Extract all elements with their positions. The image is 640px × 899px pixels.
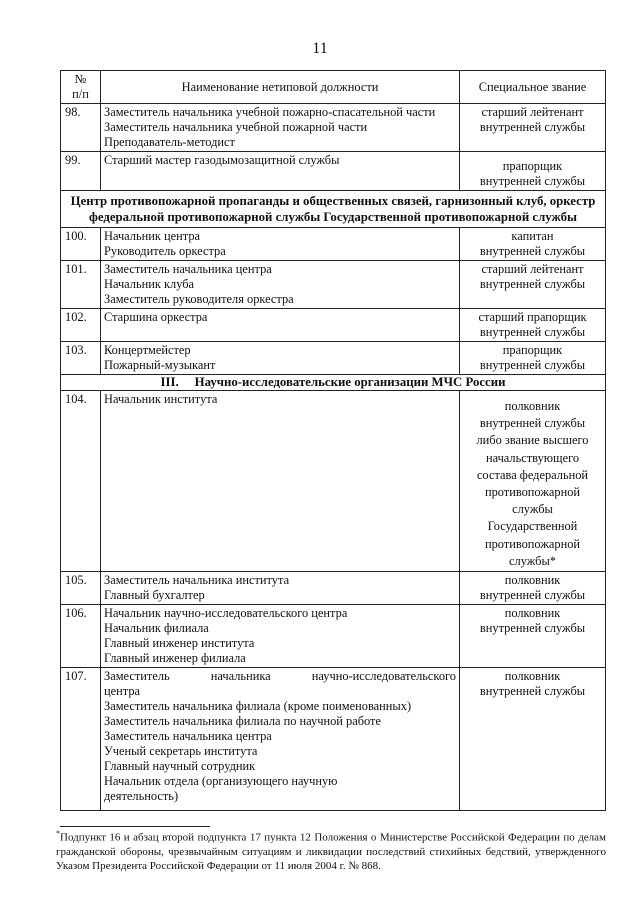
row-number: 100. bbox=[61, 228, 101, 261]
row-positions: Заместитель начальника научно-исследовательского центра Заместитель начальника филиала (кроме поименованных) Заместитель начальника филиала по научной работе Заместитель начальника центра Ученый секретарь института Главный научный сотрудник Начальник отдела (организующего научную деятельность) bbox=[101, 668, 460, 811]
row-first-line: Заместитель начальника научно-исследовательского bbox=[104, 669, 456, 684]
row-number: 105. bbox=[61, 572, 101, 605]
footnote-text: Подпункт 16 и абзац второй подпункта 17 пункта 12 Положения о Министерстве Российской Федерации по делам гражданской обороны, чрезвычайным ситуациям и ликвидации последствий стихийных бедствий, утвержденного Указом Президента Российской Федерации от 11 июля 2004 г. № 868. bbox=[56, 831, 606, 872]
positions-table bbox=[60, 70, 606, 811]
section-header-row bbox=[61, 375, 606, 391]
row-rank: прапорщик внутренней службы bbox=[460, 152, 606, 191]
section-title-fire-propaganda: Центр противопожарной пропаганды и общественных связей, гарнизонный клуб, оркестр федеральной противопожарной службы Государственной противопожарной службы bbox=[61, 191, 606, 228]
table-row bbox=[61, 668, 606, 811]
row-number: 107. bbox=[61, 668, 101, 811]
footnote bbox=[56, 827, 606, 873]
table-row bbox=[61, 261, 606, 309]
row-number: 99. bbox=[61, 152, 101, 191]
row-rank: полковник внутренней службы либо звание высшего начальствующего состава федеральной противопожарной службы Государственной противопожарной службы* bbox=[460, 391, 606, 572]
table-row bbox=[61, 342, 606, 375]
header-num: № п/п bbox=[61, 71, 101, 104]
table-row bbox=[61, 391, 606, 572]
table-header bbox=[61, 71, 606, 104]
row-positions: Концертмейстер Пожарный-музыкант bbox=[101, 342, 460, 375]
row-rank: старший лейтенант внутренней службы bbox=[460, 104, 606, 152]
row-number: 98. bbox=[61, 104, 101, 152]
row-rank: полковник внутренней службы bbox=[460, 668, 606, 811]
row-rank: полковник внутренней службы bbox=[460, 605, 606, 668]
row-rank: старший лейтенант внутренней службы bbox=[460, 261, 606, 309]
row-rank: полковник внутренней службы bbox=[460, 572, 606, 605]
row-rank: старший прапорщик внутренней службы bbox=[460, 309, 606, 342]
page-number: 11 bbox=[312, 40, 328, 57]
table-row bbox=[61, 605, 606, 668]
row-number: 101. bbox=[61, 261, 101, 309]
row-positions: Начальник центра Руководитель оркестра bbox=[101, 228, 460, 261]
section-header-row bbox=[61, 191, 606, 228]
table-row bbox=[61, 228, 606, 261]
section-title-research: III. Научно-исследовательские организации МЧС России bbox=[61, 375, 606, 391]
row-number: 103. bbox=[61, 342, 101, 375]
row-positions: Заместитель начальника учебной пожарно-спасательной части Заместитель начальника учебной пожарной части Преподаватель-методист bbox=[101, 104, 460, 152]
table-row bbox=[61, 309, 606, 342]
row-positions: Начальник научно-исследовательского центра Начальник филиала Главный инженер института Главный инженер филиала bbox=[101, 605, 460, 668]
row-rank: прапорщик внутренней службы bbox=[460, 342, 606, 375]
row-positions: Заместитель начальника центра Начальник клуба Заместитель руководителя оркестра bbox=[101, 261, 460, 309]
row-positions: Начальник института bbox=[101, 391, 460, 572]
table-row bbox=[61, 104, 606, 152]
row-number: 106. bbox=[61, 605, 101, 668]
row-rank: капитан внутренней службы bbox=[460, 228, 606, 261]
row-number: 102. bbox=[61, 309, 101, 342]
row-positions: Заместитель начальника института Главный бухгалтер bbox=[101, 572, 460, 605]
header-position: Наименование нетиповой должности bbox=[101, 71, 460, 104]
row-number: 104. bbox=[61, 391, 101, 572]
footnote-mark: * bbox=[56, 829, 60, 838]
table-row bbox=[61, 152, 606, 191]
table-row bbox=[61, 572, 606, 605]
row-positions: Старший мастер газодымозащитной службы bbox=[101, 152, 460, 191]
row-positions: Старшина оркестра bbox=[101, 309, 460, 342]
header-rank: Специальное звание bbox=[460, 71, 606, 104]
